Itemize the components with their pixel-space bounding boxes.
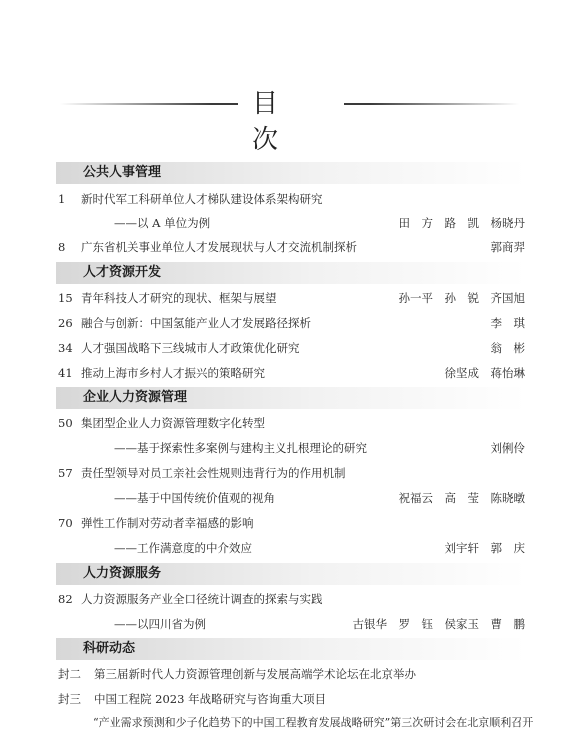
toc-entry-subtitle	[0, 439, 575, 457]
article-authors: 李 琪	[490, 316, 525, 330]
section-header-talent-development	[56, 262, 526, 284]
article-authors: 祝福云 高 莹 陈晓暾	[398, 491, 525, 505]
page-number: 57	[58, 466, 73, 480]
toc-entry-subtitle	[0, 214, 575, 232]
section-label: 企业人力资源管理	[83, 390, 188, 405]
toc-entry-subtitle	[0, 539, 575, 557]
toc-entry-subtitle	[0, 489, 575, 507]
page-number: 封三	[58, 692, 81, 706]
article-title: 人才强国战略下三线城市人才政策优化研究	[81, 341, 300, 355]
article-title: 推动上海市乡村人才振兴的策略研究	[81, 366, 265, 380]
article-title: 融合与创新：中国氢能产业人才发展路径探析	[81, 316, 311, 330]
article-authors: 孙一平 孙 锐 齐国旭	[398, 291, 525, 305]
toc-entry[interactable]	[0, 190, 575, 208]
toc-entry[interactable]	[0, 514, 575, 532]
toc-entry-continuation	[0, 714, 575, 732]
article-title: 第三届新时代人力资源管理创新与发展高端学术论坛在北京举办	[94, 667, 416, 681]
page-number: 34	[58, 341, 73, 355]
toc-entry[interactable]	[0, 414, 575, 432]
article-title: 中国工程院 2023 年战略研究与咨询重大项目	[94, 692, 327, 706]
article-title: 集团型企业人力资源管理数字化转型	[81, 416, 265, 430]
toc-entry[interactable]	[0, 339, 575, 357]
toc-entry[interactable]	[0, 314, 575, 332]
article-subtitle: ——基于探索性多案例与建构主义扎根理论的研究	[114, 441, 367, 455]
toc-entry[interactable]	[0, 590, 575, 608]
toc-entry[interactable]	[0, 289, 575, 307]
page-title: 目 次	[252, 89, 297, 155]
article-authors: 古银华 罗 钰 侯家玉 曹 鹏	[352, 617, 525, 631]
article-authors: 郭商羿	[490, 240, 525, 254]
article-authors: 翁 彬	[490, 341, 525, 355]
page-number: 50	[58, 416, 73, 430]
page-number: 8	[58, 240, 66, 254]
article-authors: 徐坚成 蒋怡琳	[444, 366, 525, 380]
article-authors: 田 方 路 凯 杨晓丹	[398, 216, 525, 230]
article-subtitle: ——工作满意度的中介效应	[114, 541, 252, 555]
section-label: 科研动态	[83, 641, 136, 656]
toc-entry-subtitle	[0, 615, 575, 633]
article-title: 弹性工作制对劳动者幸福感的影响	[81, 516, 254, 530]
page-number: 1	[58, 192, 66, 206]
toc-entry[interactable]	[0, 364, 575, 382]
toc-entry[interactable]	[0, 690, 575, 708]
section-label: 人才资源开发	[83, 265, 162, 280]
section-label: 人力资源服务	[83, 566, 162, 581]
page-number: 封二	[58, 667, 81, 681]
section-header-research-news	[56, 638, 526, 660]
article-subtitle: ——基于中国传统价值观的视角	[114, 491, 275, 505]
article-title: 青年科技人才研究的现状、框架与展望	[81, 291, 277, 305]
section-header-enterprise-hr	[56, 387, 526, 409]
article-authors: 刘俐伶	[490, 441, 525, 455]
article-authors: 刘宇轩 郭 庆	[444, 541, 525, 555]
article-title: 人力资源服务产业全口径统计调查的探索与实践	[81, 592, 323, 606]
article-title: 责任型领导对员工亲社会性规则违背行为的作用机制	[81, 466, 346, 480]
article-title: 广东省机关事业单位人才发展现状与人才交流机制探析	[81, 240, 357, 254]
page-number: 26	[58, 316, 73, 330]
article-subtitle: ——以四川省为例	[114, 617, 206, 631]
page-number: 15	[58, 291, 73, 305]
section-label: 公共人事管理	[83, 165, 162, 180]
toc-entry[interactable]	[0, 238, 575, 256]
toc-entry[interactable]	[0, 665, 575, 683]
page-number: 41	[58, 366, 73, 380]
page-number: 70	[58, 516, 73, 530]
section-header-hr-services	[56, 563, 526, 585]
section-header-public-personnel	[56, 162, 526, 184]
article-subtitle: ——以 A 单位为例	[114, 216, 211, 230]
article-title: 新时代军工科研单位人才梯队建设体系架构研究	[81, 192, 323, 206]
page-number: 82	[58, 592, 73, 606]
toc-entry[interactable]	[0, 464, 575, 482]
article-title-continuation: “产业需求预测和少子化趋势下的中国工程教育发展战略研究”第三次研讨会在北京顺利召开	[93, 716, 534, 729]
